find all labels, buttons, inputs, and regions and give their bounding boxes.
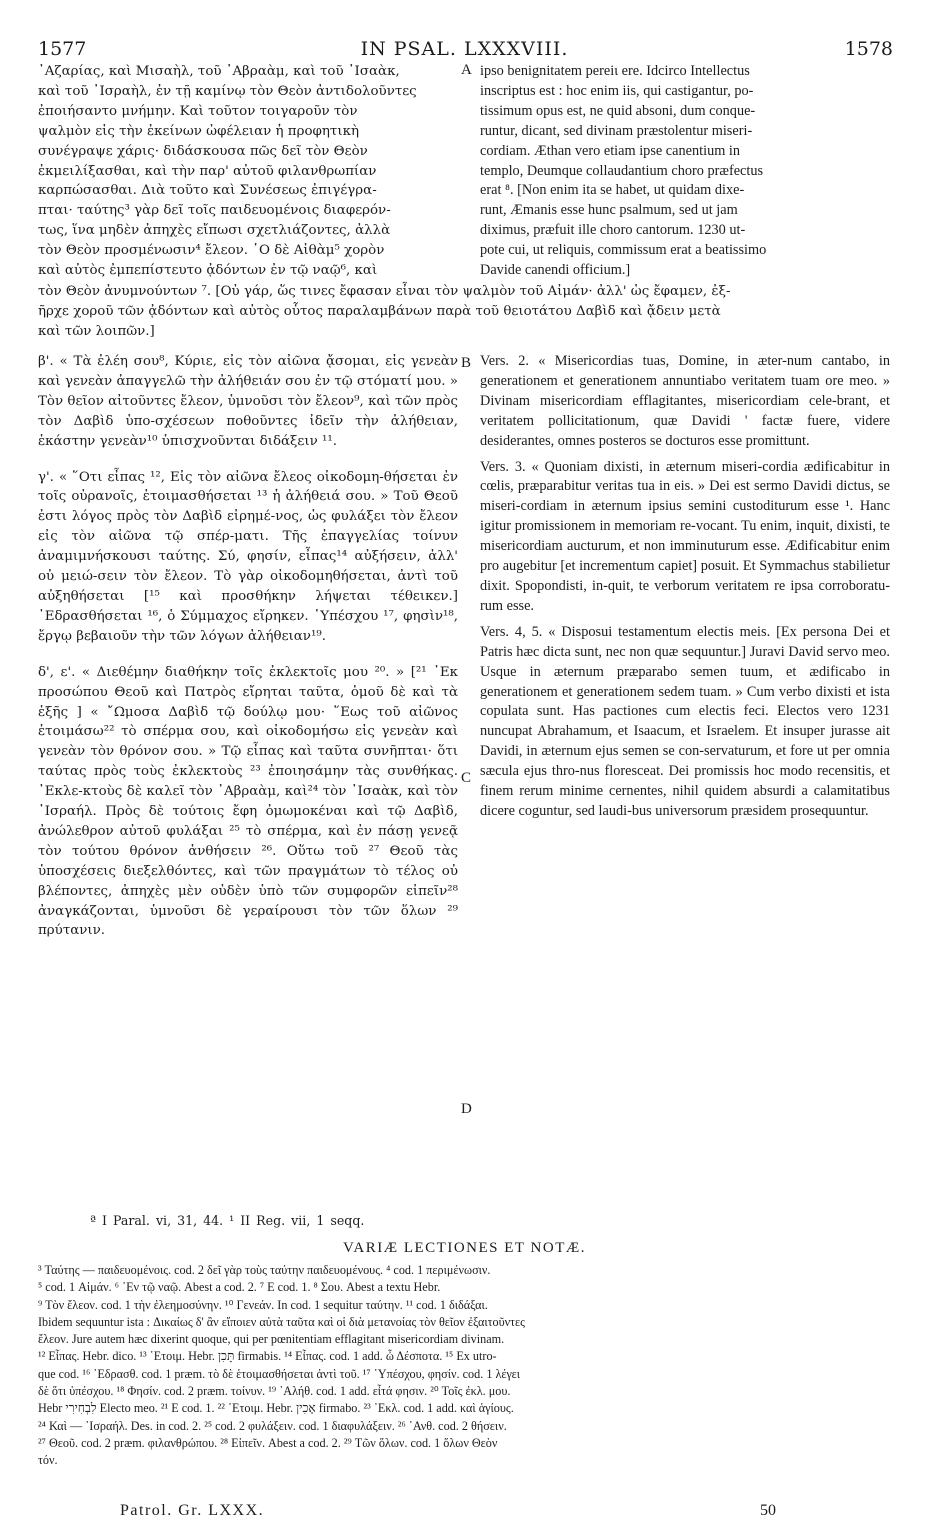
series-signature: Patrol. Gr. LXXX.: [120, 1502, 265, 1519]
latin-line: Davide canendi officium.]: [480, 262, 631, 279]
notes-heading: VARIÆ LECTIONES ET NOTÆ.: [343, 1240, 586, 1256]
note-line: ⁵ cod. 1 Αἰμάν. ⁶ ᾿Εν τῷ ναῷ. Abest a cod. 2. ⁷ E cod. 1. ⁸ Σου. Abest a textu Hebr.: [38, 1280, 441, 1295]
greek-line: ψαλμὸν εἰς τὴν ἐκείνων ὠφέλειαν ἡ προφητικὴ: [38, 123, 359, 139]
latin-line: erat ⁸. [Non enim ita se habet, ut quidam dixe-: [480, 182, 745, 199]
greek-line: καὶ αὐτὸς ἐμπεπίστευτο ᾀδόντων ἐν τῷ ναῷ⁶, καὶ: [38, 263, 378, 279]
latin-line: templo, Deumque collaudantium choro præfectus: [480, 162, 764, 179]
greek-column-body: [38, 352, 458, 941]
note-line: ⁹ Τὸν ἔλεον. cod. 1 τὴν ἐλεημοσύνην. ¹⁰ Γενεάν. In cod. 1 sequitur ταύτην. ¹¹ cod. 1 διδάξαι.: [38, 1297, 488, 1312]
latin-line: inscriptus est : hoc enim iis, qui castigantur, po-: [480, 82, 754, 99]
margin-letter-c: C: [461, 770, 472, 786]
greek-line: συνέγραψε χάρις· διδάσκουσα πῶς δεῖ τὸν Θεὸν: [38, 143, 368, 159]
column-number-left: 1577: [38, 38, 87, 60]
latin-line: pote cui, ut reliquis, commissum erat a beatissimo: [480, 242, 767, 259]
greek-verse-4-5: δ', ε'. « Διεθέμην διαθήκην τοῖς ἐκλεκτοῖς μου ²⁰. » [²¹ ᾿Εκ προσώπου Θεοῦ καὶ Πατρὸς εἴρηται ταῦτα, ὁμοῦ δὲ καὶ τὰ ἑξῆς ] « ῎Ωμοσα Δαβὶδ τῷ δούλῳ μου· ῞Εως τοῦ αἰῶνος ἑτοιμάσω²² τὸ σπέρμα σου, καὶ οἰκοδομήσω εἰς γενεὰν καὶ γενεὰν τὸν θρόνον σου. » Τῷ εἶπας καὶ ταῦτα συνῆπται· ὅτι ταύτας πρὸς τοὺς ἐκλεκτοὺς ²³ ἐποιησάμην τὰς συνθήκας. ᾿Εκλε-κτοὺς δὲ καλεῖ τὸν ᾿Αβραὰμ, καὶ²⁴ τὸν ᾿Ισαὰκ, καὶ τὸν ᾿Ισραήλ. Πρὸς δὲ τούτοις ἔφη ὀμωμοκέναι καὶ τῷ Δαβὶδ, ἀνώλεθρον αὐτοῦ φυλάξαι ²⁵ τὸ σπέρμα, καὶ ἐν πάσῃ γενεᾷ τὸν τούτου θρόνον ἀνθήσειν ²⁶. Οὕτω τοῦ ²⁷ Θεοῦ τὰς ὑποσχέσεις διεξελθόντες, καὶ τῶν πραγμάτων τὸ τέλος οὐ βλέποντες, ἀπηχὲς μὲν οὐδὲν ὑπὸ τῶν συμφορῶν εἰπεῖν²⁸ ἀναγκάζονται, ὑμνοῦσι δὲ γεραίρουσι τὸν τῶν ὅλων ²⁹ πρύτανιν.: [38, 664, 458, 939]
greek-verse-3: γ'. « ῞Οτι εἶπας ¹², Εἰς τὸν αἰῶνα ἔλεος οἰκοδομη-θήσεται ἐν τοῖς οὐρανοῖς, ἑτοιμασθήσεται ¹³ ἡ ἀλήθειά σου. » Τοῦ Θεοῦ ἐστι λόγος πρὸς τὸν Δαβὶδ εἰρημέ-νος, ὡς φυλάξει τὸν ἔλεον εἰς τὸν αἰῶνα τῷ σπέρ-ματι. Τῆς ἐπαγγελίας τοίνυν ἀναμιμνήσκουσι ταύτης. Σύ, φησίν, εἶπας¹⁴ αὐξήσειν, ἀλλ' οὐ μειώ-σειν τὸν ἔλεον. Τὸ γὰρ οἰκοδομηθήσεται, ἀντὶ τοῦ αὐξηθήσεται [¹⁵ καὶ προσθήκην λήψεται τέθεικεν.] ᾿Εδρασθήσεται ¹⁶, ὁ Σύμμαχος εἴρηκεν. ῾Υπέσχου ¹⁷, φησὶν¹⁸, ἔργῳ βεβαιοῦν τὴν τῶν λόγων ἀλήθειαν¹⁹.: [38, 469, 458, 644]
greek-line: ᾿Αζαρίας, καὶ Μισαὴλ, τοῦ ᾿Αβραὰμ, καὶ τοῦ ᾿Ισαὰκ,: [38, 64, 400, 79]
full-width-greek: [38, 282, 890, 342]
note-line: Ibidem sequuntur ista : Δικαίως δ' ἂν εἴποιεν αὐτὰ ταῦτα καὶ οἱ διὰ μετανοίας τὸν θεῖον ἐξαιτοῦντες: [38, 1314, 525, 1329]
critical-notes: [38, 1262, 890, 1470]
latin-column-top: [480, 62, 890, 281]
greek-line: ἐποιήσαντο μνήμην. Καὶ τοῦτον τοιγαροῦν τὸν: [38, 103, 358, 119]
sheet-number: 50: [760, 1502, 776, 1519]
note-line: ²⁷ Θεοῦ. cod. 2 præm. φιλανθρώπου. ²⁸ Εἰπεῖν. Abest a cod. 2. ²⁹ Τῶν ὅλων. cod. 1 ὅλων Θεὸν: [38, 1435, 498, 1450]
latin-verse-4-5: Vers. 4, 5. « Disposui testamentum electis meis. [Ex persona Dei et Patris hæc dicta sunt, nec non quæ sequuntur.] Juravi David servo meo. Usque in æternum præparabo semen tuum, et ædificabo in generationem et generationem sedem tuam. » Cum verbo dixisti et ista copulata sunt. Has pactiones cum electis feci. Electos vero 1231 nuncupat Abrahamum, et Isaacum, et Israelem. Et insuper jurasse ait Davidi, in æternum ejus semen se con-servaturum, et fore ut per omnia sæcula ejus thro-nus floresceat. Dei promissis hoc modo recensitis, et finem rerum minime cernentes, nihil quidem absurdi a calamitatibus dicere coguntur, sed laudi-bus universorum præsidem prosequuntur.: [480, 623, 890, 819]
latin-column-body: [480, 352, 890, 822]
latin-line: cordiam. Æthan vero etiam ipse canentium in: [480, 142, 741, 159]
column-number-right: 1578: [844, 38, 893, 60]
greek-column-top: [38, 62, 458, 281]
scripture-references: ª I Paral. vi, 31, 44. ¹ II Reg. vii, 1 seqq.: [90, 1213, 365, 1228]
margin-letter-d: D: [461, 1101, 472, 1117]
note-line: δὲ ὅτι ὑπέσχου. ¹⁸ Φησίν. cod. 2 præm. τοίνυν. ¹⁹ ᾿Αλήθ. cod. 1 add. εἶτά φησιν. ²⁰ Τοῖς ἐκλ. μου.: [38, 1384, 511, 1399]
greek-verse-2: β'. « Τὰ ἐλέη σου⁸, Κύριε, εἰς τὸν αἰῶνα ᾄσομαι, εἰς γενεὰν καὶ γενεὰν ἀπαγγελῶ τὴν ἀλήθειάν σου ἐν τῷ στόματί μου. » Τὸν θεῖον αἰτοῦντες ἔλεον, ὑμνοῦσι τὸν ἔλεον⁹, καὶ τῶν πρὸς τὸν Δαβὶδ ὑπο-σχέσεων ποθοῦντες ἰδεῖν τὴν ἀλήθειαν, ἑκάστην γενεὰν¹⁰ ὑπισχνοῦνται διδάξειν ¹¹.: [38, 354, 458, 449]
greek-line: τὸν Θεὸν προσμένωσιν⁴ ἔλεον. ῾Ο δὲ Αἰθὰμ⁵ χορὸν: [38, 243, 385, 259]
greek-line: καρπώσασθαι. Διὰ τοῦτο καὶ Συνέσεως ἐπιγέγρα-: [38, 183, 377, 199]
greek-line: ῆρχε χοροῦ τῶν ᾀδόντων καὶ αὐτὸς οὗτος παραλαμβάνων παρὰ τοῦ θειοτάτου Δαβὶδ καὶ ᾄδειν μετὰ: [38, 303, 721, 319]
running-title: IN PSAL. LXXXVIII.: [360, 38, 569, 60]
latin-line: runt, Æmanis esse hunc psalmum, sed ut jam: [480, 202, 738, 219]
margin-letter-a: A: [461, 62, 472, 78]
greek-line: πται· ταύτης³ γὰρ δεῖ τοῖς παιδευομένοις διαφερόν-: [38, 203, 391, 219]
greek-line: τὸν Θεὸν ἀνυμνούντων ⁷. [Οὐ γάρ, ὥς τινες ἔφασαν εἶναι τὸν ψαλμὸν τοῦ Αἰμάν· ἀλλ' ὡς ἔφαμεν, ἐξ-: [38, 284, 731, 299]
note-line: ¹² Εἶπας. Hebr. dico. ¹³ ῾Ετοιμ. Hebr. תָּכִן firmabis. ¹⁴ Εἶπας. cod. 1 add. ὦ Δέσποτα. ¹⁵ Ex utro-: [38, 1349, 497, 1364]
greek-line: καὶ τοῦ ᾿Ισραὴλ, ἐν τῇ καμίνῳ τὸν Θεὸν ἀντιδολοῦντες: [38, 83, 417, 99]
latin-verse-2: Vers. 2. « Misericordias tuas, Domine, in æter-num cantabo, in generationem et generationem annuntiabo veritatem tuam ore meo. » Divinam misericordiam efflagitantes, misericordiam cele-brant, et veritatem pollicitationum, quæ Davidi ' factæ fuere, videre desiderantes, omnes posteros se docturos esse promittunt.: [480, 353, 890, 449]
latin-line: runtur, dicant, sed divinam præstolentur miseri-: [480, 122, 753, 139]
margin-letter-b: B: [461, 355, 472, 371]
latin-line: ipso benignitatem pereiι ere. Idcirco Intellectus: [480, 63, 750, 79]
latin-line: tissimum opus est, ne quid absoni, dum conque-: [480, 102, 756, 119]
note-line: Hebr לִבְחִירִי Electo meo. ²¹ E cod. 1. ²² ῾Ετοιμ. Hebr. אָכִין firmabo. ²³ ᾿Εκλ. cod. 1 add. καὶ ἁγίους.: [38, 1401, 514, 1416]
latin-verse-3: Vers. 3. « Quoniam dixisti, in æternum miseri-cordia ædificabitur in cœlis, præparabitur veritas tua in eis. » Dei est sermo Davidi dictus, se miseri-cordiam in æternum ipsius semini custoditurum esse ¹. Hanc igitur promissionem in memoriam re-vocant. Tu enim, inquit, dixisti, te misericordiam aucturum, et non imminuturum esse. Ædificabitur enim pro augebitur [et incrementum capiet] posuit. Et Symmachus stabilietur dixit. Spopondisti, in-quit, te verborum veritatem re ipsa corroboratu-rum esse.: [480, 458, 890, 614]
greek-line: ἐκμειλίξασθαι, καὶ τὴν παρ' αὐτοῦ φιλανθρωπίαν: [38, 163, 377, 179]
greek-line: καὶ τῶν λοιπῶν.]: [38, 323, 155, 339]
note-line: ἔλεον. Jure autem hæc dixerint quoque, qui per pœnitentiam efflagitant misericordiam divinam.: [38, 1332, 505, 1347]
latin-line: diximus, præfuit ille choro cantorum. 1230 ut-: [480, 222, 746, 239]
note-line: que cod. ¹⁶ ᾿Εδρασθ. cod. 1 præm. τὸ δὲ ἑτοιμασθήσεται ἀντὶ τοῦ. ¹⁷ ῾Υπέσχου, φησίν. cod. 1 λέγει: [38, 1366, 521, 1381]
note-line: ³ Ταύτης — παιδευομένοις. cod. 2 δεῖ γὰρ τοὺς ταύτην παιδευομένους. ⁴ cod. 1 περιμένωσιν.: [38, 1263, 491, 1277]
note-line: ²⁴ Καὶ — ᾿Ισραήλ. Des. in cod. 2. ²⁵ cod. 2 φυλάξειν. cod. 1 διαφυλάξειν. ²⁶ ᾿Ανθ. cod. 2 θήσειν.: [38, 1418, 507, 1433]
note-line: τόν.: [38, 1453, 58, 1468]
greek-line: τως, ἵνα μηδὲν ἀπηχὲς εἴπωσι σχετλιάζοντες, ἀλλὰ: [38, 223, 391, 239]
